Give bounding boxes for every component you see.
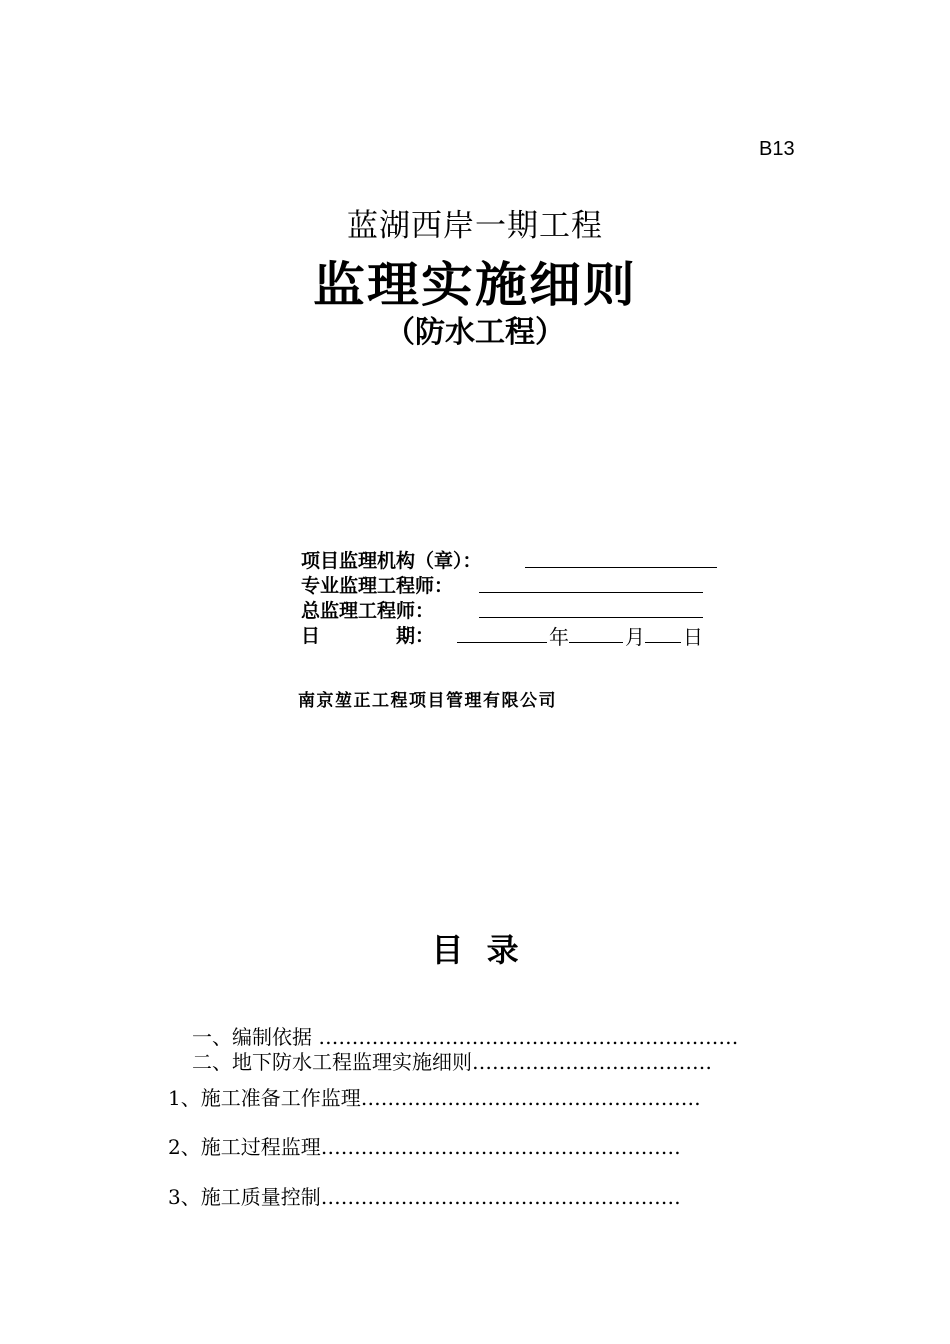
- specialist-label: 专业监理工程师：: [301, 575, 454, 597]
- signature-block: [301, 546, 721, 649]
- document-code: B13: [759, 138, 795, 160]
- document-title: 监理实施细则: [312, 257, 637, 313]
- specialist-field[interactable]: [479, 571, 703, 593]
- org-label: 项目监理机构（章）：: [301, 550, 482, 572]
- date-row: [301, 621, 721, 649]
- toc-item[interactable]: 一、编制依据 ………………………………………………………: [192, 1025, 739, 1049]
- org-field[interactable]: [525, 546, 717, 568]
- company-name: 南京堃正工程项目管理有限公司: [298, 691, 557, 711]
- chief-row: [301, 596, 721, 621]
- document-subtitle: （防水工程）: [385, 315, 565, 350]
- toc-item[interactable]: 1、施工准备工作监理……………………………………………: [168, 1086, 701, 1110]
- month-label: 月: [625, 625, 645, 649]
- date-label: 日 期：: [301, 625, 435, 647]
- month-field[interactable]: [569, 621, 623, 643]
- year-field[interactable]: [457, 621, 547, 643]
- toc-item[interactable]: 2、施工过程监理………………………………………………: [168, 1135, 681, 1159]
- day-label: 日: [683, 625, 703, 649]
- org-row: [301, 546, 721, 571]
- chief-field[interactable]: [479, 596, 703, 618]
- project-name: 蓝湖西岸一期工程: [347, 208, 603, 244]
- chief-label: 总监理工程师：: [301, 600, 435, 622]
- year-label: 年: [549, 625, 569, 649]
- toc-title: 目 录: [431, 931, 519, 969]
- specialist-row: [301, 571, 721, 596]
- day-field[interactable]: [645, 621, 681, 643]
- toc-item[interactable]: 3、施工质量控制………………………………………………: [168, 1185, 681, 1209]
- toc-item[interactable]: 二、地下防水工程监理实施细则………………………………: [192, 1050, 712, 1074]
